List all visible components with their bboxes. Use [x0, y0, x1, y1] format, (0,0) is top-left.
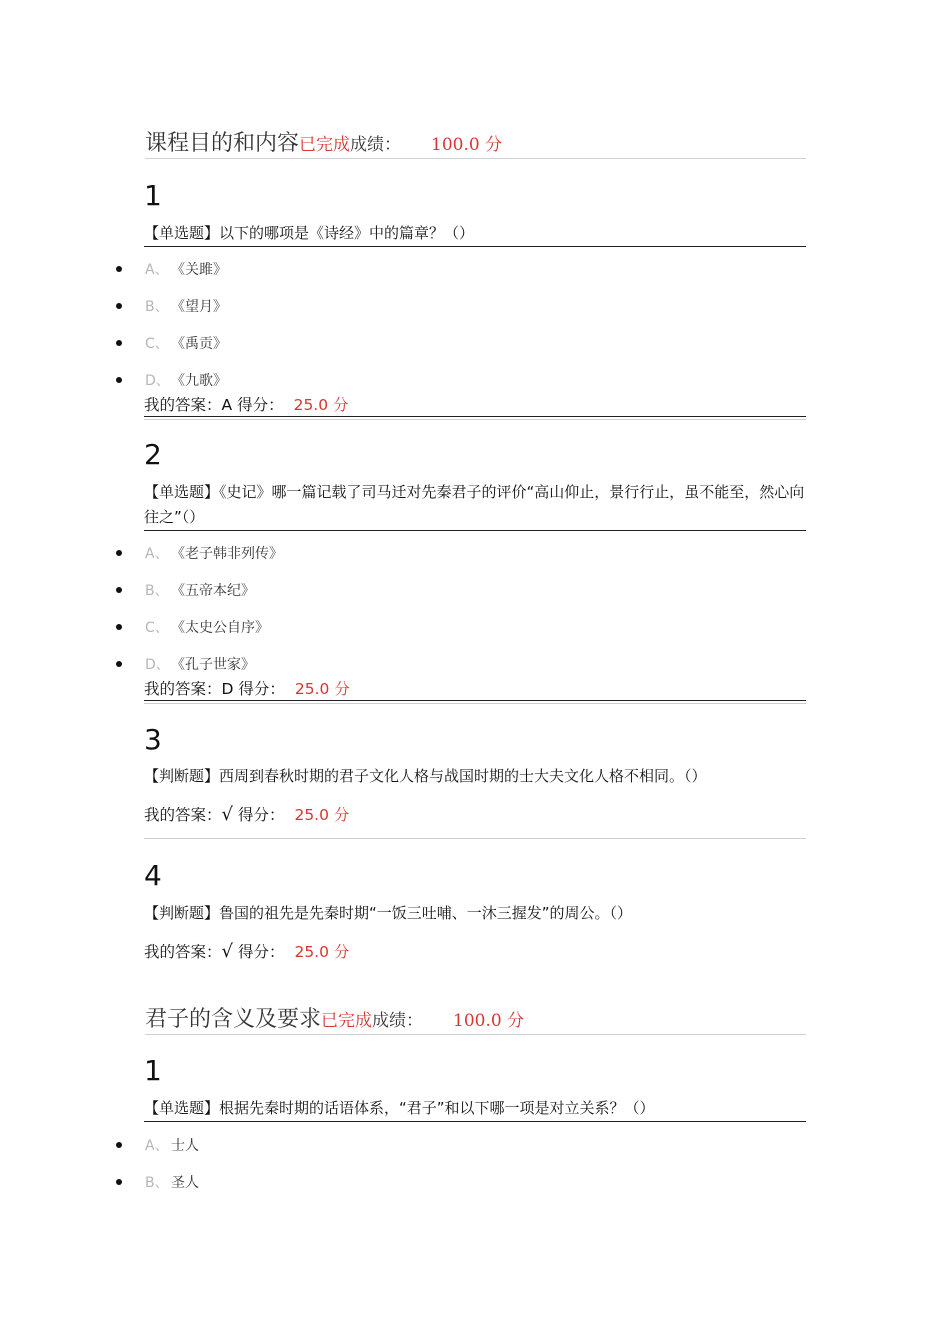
section-title-line — [145, 131, 502, 158]
question-number: 1 — [144, 179, 162, 212]
option-letter: B、 — [145, 1175, 169, 1191]
bullet-icon — [116, 303, 122, 309]
answer-label: 我的答案： — [144, 806, 222, 824]
bullet-icon — [116, 340, 122, 346]
answer-label: 我的答案： — [144, 396, 222, 414]
score-label: 得分： — [237, 396, 284, 414]
option-letter: D、 — [145, 657, 170, 673]
divider — [144, 838, 806, 839]
section-title-line — [145, 1007, 524, 1034]
question-text: 【判断题】西周到春秋时期的君子文化人格与战国时期的士大夫文化人格不相同。（） — [144, 767, 707, 785]
section-header — [145, 1006, 806, 1035]
option-letter: A、 — [145, 262, 169, 278]
answer-value: √ — [221, 941, 233, 962]
score-value: 25.0 分 — [294, 806, 350, 824]
option-letter: A、 — [145, 546, 169, 562]
question-text: 【判断题】鲁国的祖先是先秦时期“一饭三吐哺、一沐三握发”的周公。（） — [144, 904, 633, 922]
bullet-icon — [116, 550, 122, 556]
score-label: 得分： — [238, 680, 285, 698]
question-text: 【单选题】《史记》哪一篇记载了司马迁对先秦君子的评价“高山仰止，景行行止，虽不能至，然心向往之”（） — [144, 480, 806, 531]
bullet-icon — [116, 377, 122, 383]
answer-line — [144, 804, 806, 826]
option-item[interactable] — [0, 371, 800, 391]
section-score-label: 成绩： — [350, 135, 402, 155]
option-item[interactable] — [0, 1173, 800, 1193]
question-text: 【单选题】以下的哪项是《诗经》中的篇章？（） — [144, 221, 806, 247]
section-status: 已完成 — [299, 135, 351, 155]
bullet-icon — [116, 266, 122, 272]
option-item[interactable] — [0, 297, 800, 317]
bullet-icon — [116, 1179, 122, 1185]
option-letter: C、 — [145, 620, 169, 636]
section-score: 100.0 分 — [453, 1011, 525, 1031]
question-number: 3 — [144, 723, 162, 756]
option-text: 《老子韩非列传》 — [171, 546, 283, 562]
option-item[interactable] — [0, 1136, 800, 1156]
score-label: 得分： — [237, 806, 285, 824]
answer-value: A — [221, 396, 233, 414]
option-letter: A、 — [145, 1138, 169, 1154]
option-item[interactable] — [0, 581, 800, 601]
option-text: 《九歌》 — [171, 373, 227, 389]
section-status: 已完成 — [321, 1011, 373, 1031]
section-score-label: 成绩： — [372, 1011, 424, 1031]
option-item[interactable] — [0, 618, 800, 638]
answer-label: 我的答案： — [144, 680, 222, 698]
section-title: 课程目的和内容 — [145, 131, 300, 156]
option-letter: B、 — [145, 299, 169, 315]
question-number: 1 — [144, 1054, 162, 1087]
option-text: 《禹贡》 — [171, 336, 227, 352]
answer-line — [144, 678, 806, 701]
answer-label: 我的答案： — [144, 943, 222, 961]
option-text: 《五帝本纪》 — [171, 583, 255, 599]
question-number: 4 — [144, 859, 162, 892]
option-item[interactable] — [0, 544, 800, 564]
section-header — [145, 130, 806, 159]
section-title: 君子的含义及要求 — [145, 1007, 322, 1032]
option-text: 圣人 — [171, 1175, 199, 1191]
answer-value: D — [221, 680, 234, 698]
option-text: 《望月》 — [171, 299, 227, 315]
option-letter: C、 — [145, 336, 169, 352]
score-label: 得分： — [237, 943, 285, 961]
question-number: 2 — [144, 438, 162, 471]
bullet-icon — [116, 661, 122, 667]
answer-value: √ — [221, 804, 233, 825]
score-value: 25.0 分 — [293, 396, 349, 414]
option-letter: B、 — [145, 583, 169, 599]
question-text: 【单选题】根据先秦时期的话语体系，“君子”和以下哪一项是对立关系？（） — [144, 1096, 806, 1122]
option-letter: D、 — [145, 373, 170, 389]
option-item[interactable] — [0, 655, 800, 675]
option-item[interactable] — [0, 334, 800, 354]
bullet-icon — [116, 1142, 122, 1148]
option-text: 士人 — [171, 1138, 199, 1154]
section-score: 100.0 分 — [431, 135, 503, 155]
option-item[interactable] — [0, 260, 800, 280]
answer-line — [144, 394, 806, 417]
bullet-icon — [116, 587, 122, 593]
option-text: 《孔子世家》 — [171, 657, 255, 673]
bullet-icon — [116, 624, 122, 630]
answer-line — [144, 941, 806, 963]
score-value: 25.0 分 — [294, 943, 350, 961]
option-text: 《关雎》 — [171, 262, 227, 278]
option-text: 《太史公自序》 — [171, 620, 269, 636]
score-value: 25.0 分 — [294, 680, 350, 698]
